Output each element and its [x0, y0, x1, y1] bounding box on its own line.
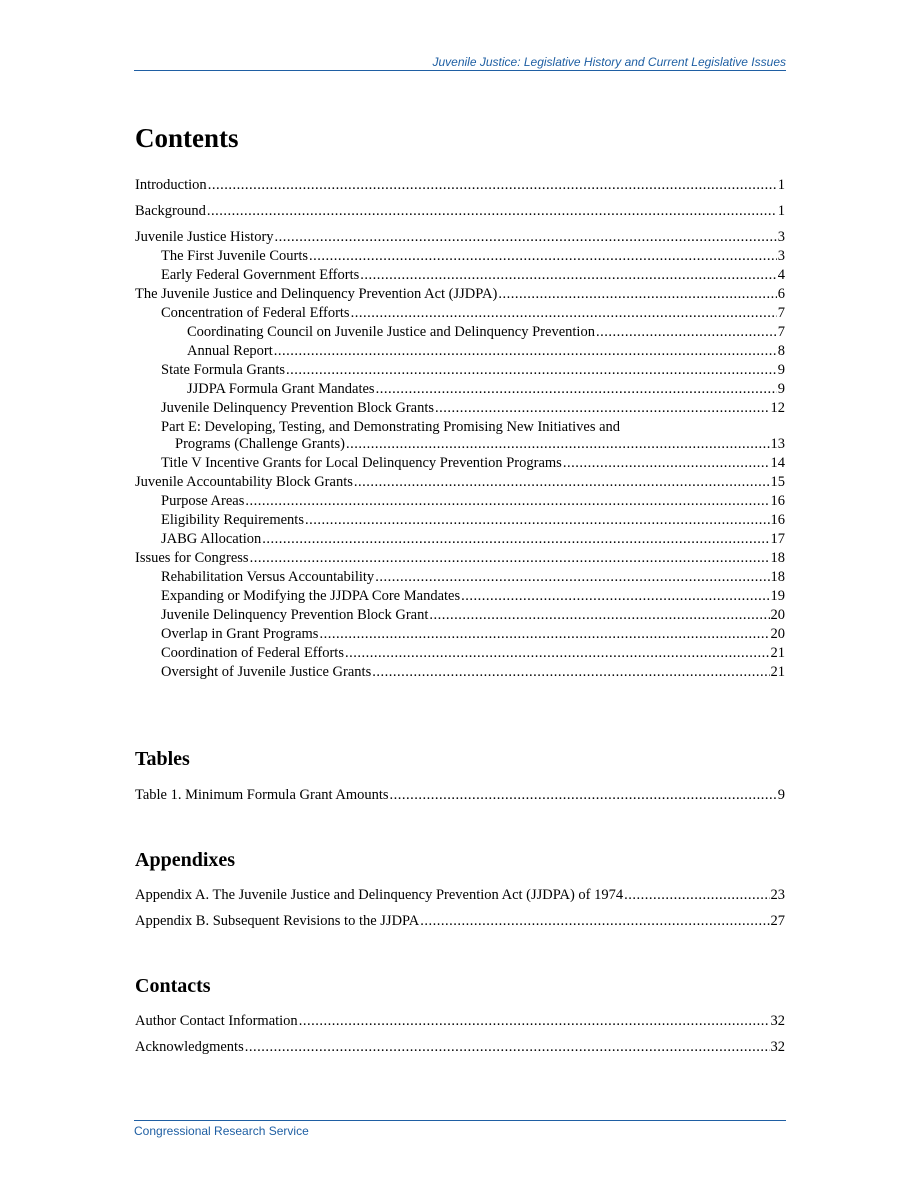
- toc-entry-jjdpa[interactable]: [135, 286, 785, 303]
- toc-entry-accountability-block-grants[interactable]: [135, 474, 785, 491]
- toc-entry-acknowledgments[interactable]: [135, 1039, 785, 1056]
- toc-entry-label: JJDPA Formula Grant Mandates: [187, 381, 375, 397]
- toc-entry-label: Part E: Developing, Testing, and Demonstrating Promising New Initiatives and: [161, 419, 621, 435]
- toc-entry-coordination-federal-efforts[interactable]: [135, 645, 785, 662]
- toc-entry-label: Overlap in Grant Programs: [161, 626, 319, 642]
- toc-entry-page: 16: [770, 493, 785, 509]
- toc-entry-label: Juvenile Justice History: [135, 229, 274, 245]
- running-header: Juvenile Justice: Legislative History and Current Legislative Issues: [134, 55, 786, 71]
- toc-entry-page: 6: [777, 286, 785, 302]
- toc-entry-label: Table 1. Minimum Formula Grant Amounts: [135, 787, 389, 803]
- toc-entry-label: Oversight of Juvenile Justice Grants: [161, 664, 372, 680]
- toc-entry-page: 7: [777, 324, 785, 340]
- toc-entry-page: 12: [770, 400, 785, 416]
- toc-entry-label: Rehabilitation Versus Accountability: [161, 569, 375, 585]
- toc-entry-page: 27: [770, 913, 785, 929]
- toc-entry-label: Juvenile Accountability Block Grants: [135, 474, 353, 490]
- toc-entry-page: 1: [777, 177, 785, 193]
- toc-entry-page: 20: [770, 607, 785, 623]
- toc-entry-page: 18: [770, 569, 785, 585]
- toc-entry-page: 17: [770, 531, 785, 547]
- toc-entry-early-federal-efforts[interactable]: [135, 267, 785, 284]
- toc-entry-title-v-incentive-grants[interactable]: [135, 455, 785, 472]
- toc-entry-label: The First Juvenile Courts: [161, 248, 309, 264]
- toc-entry-page: 1: [777, 203, 785, 219]
- toc-entry-page: 20: [770, 626, 785, 642]
- toc-entry-label: Author Contact Information: [135, 1013, 298, 1029]
- toc-entry-page: 18: [770, 550, 785, 566]
- toc-entry-label: Title V Incentive Grants for Local Delinquency Prevention Programs: [161, 455, 562, 471]
- toc-entry-table-1[interactable]: [135, 787, 785, 804]
- toc-entry-prevention-block-grant[interactable]: [135, 607, 785, 624]
- appendixes-heading: Appendixes: [135, 849, 236, 871]
- toc-entry-rehabilitation-vs-accountability[interactable]: [135, 569, 785, 586]
- contacts-heading: Contacts: [135, 975, 211, 997]
- toc-entry-page: 3: [777, 248, 785, 264]
- toc-entry-label: Early Federal Government Efforts: [161, 267, 360, 283]
- toc-entry-label: Coordination of Federal Efforts: [161, 645, 344, 661]
- toc-entry-label: Purpose Areas: [161, 493, 245, 509]
- toc-entry-page: 21: [770, 645, 785, 661]
- toc-entry-page: 9: [777, 787, 785, 803]
- toc-entry-label: Eligibility Requirements: [161, 512, 304, 528]
- toc-entry-background[interactable]: [135, 203, 785, 220]
- toc-entry-label: Appendix A. The Juvenile Justice and Delinquency Prevention Act (JJDPA) of 1974: [135, 887, 624, 903]
- toc-entry-overlap-grant-programs[interactable]: [135, 626, 785, 643]
- toc-entry-page: 19: [770, 588, 785, 604]
- tables-heading: Tables: [135, 748, 190, 770]
- toc-entry-label: State Formula Grants: [161, 362, 286, 378]
- toc-entry-part-e-challenge-grants[interactable]: [135, 419, 785, 453]
- toc-entry-page: 4: [777, 267, 785, 283]
- toc-entry-label: Expanding or Modifying the JJDPA Core Mandates: [161, 588, 461, 604]
- toc-entry-purpose-areas[interactable]: [135, 493, 785, 510]
- toc-entry-prevention-block-grants[interactable]: [135, 400, 785, 417]
- toc-entry-page: 32: [770, 1039, 785, 1055]
- toc-entry-formula-grant-mandates[interactable]: [135, 381, 785, 398]
- toc-entry-introduction[interactable]: [135, 177, 785, 194]
- toc-entry-page: 16: [770, 512, 785, 528]
- toc-entry-page: 21: [770, 664, 785, 680]
- toc-entry-label: Annual Report: [187, 343, 273, 359]
- toc-entry-page: 9: [777, 362, 785, 378]
- toc-entry-oversight-grants[interactable]: [135, 664, 785, 681]
- toc-entry-page: 13: [770, 436, 785, 452]
- toc-entry-page: 14: [770, 455, 785, 471]
- toc-entry-label: JABG Allocation: [161, 531, 262, 547]
- toc-entry-page: 15: [770, 474, 785, 490]
- toc-entry-expanding-core-mandates[interactable]: [135, 588, 785, 605]
- page-footer: Congressional Research Service: [134, 1120, 786, 1138]
- toc-entry-author-contact[interactable]: [135, 1013, 785, 1030]
- toc-entry-page: 7: [777, 305, 785, 321]
- toc-entry-label: Juvenile Delinquency Prevention Block Grant: [161, 607, 429, 623]
- toc-entry-label: Introduction: [135, 177, 207, 193]
- toc-entry-page: 9: [777, 381, 785, 397]
- toc-entry-page: 23: [770, 887, 785, 903]
- toc-entry-label: Juvenile Delinquency Prevention Block Grants: [161, 400, 435, 416]
- toc-entry-eligibility-requirements[interactable]: [135, 512, 785, 529]
- toc-entry-page: 3: [777, 229, 785, 245]
- toc-entry-label: Coordinating Council on Juvenile Justice and Delinquency Prevention: [187, 324, 595, 340]
- contents-heading: Contents: [135, 123, 239, 153]
- toc-entry-label: Background: [135, 203, 206, 219]
- tables-toc: [135, 787, 785, 804]
- toc-entry-label: The Juvenile Justice and Delinquency Prevention Act (JJDPA): [135, 286, 498, 302]
- toc-entry-coordinating-council[interactable]: [135, 324, 785, 341]
- toc-entry-jabg-allocation[interactable]: [135, 531, 785, 548]
- contents-toc: [135, 177, 785, 681]
- toc-entry-label: Appendix B. Subsequent Revisions to the JJDPA: [135, 913, 420, 929]
- toc-entry-annual-report[interactable]: [135, 343, 785, 360]
- toc-entry-appendix-a[interactable]: [135, 887, 785, 904]
- toc-entry-issues-for-congress[interactable]: [135, 550, 785, 567]
- toc-entry-label: Acknowledgments: [135, 1039, 244, 1055]
- toc-entry-state-formula-grants[interactable]: [135, 362, 785, 379]
- toc-entry-page: 32: [770, 1013, 785, 1029]
- appendixes-toc: [135, 887, 785, 930]
- toc-entry-page: 8: [777, 343, 785, 359]
- toc-entry-appendix-b[interactable]: [135, 913, 785, 930]
- toc-entry-juvenile-justice-history[interactable]: [135, 229, 785, 246]
- toc-entry-label-continued: Programs (Challenge Grants): [175, 436, 345, 452]
- toc-entry-concentration-federal-efforts[interactable]: [135, 305, 785, 322]
- contacts-toc: [135, 1013, 785, 1056]
- toc-entry-first-juvenile-courts[interactable]: [135, 248, 785, 265]
- toc-entry-label: Concentration of Federal Efforts: [161, 305, 350, 321]
- toc-entry-label: Issues for Congress: [135, 550, 249, 566]
